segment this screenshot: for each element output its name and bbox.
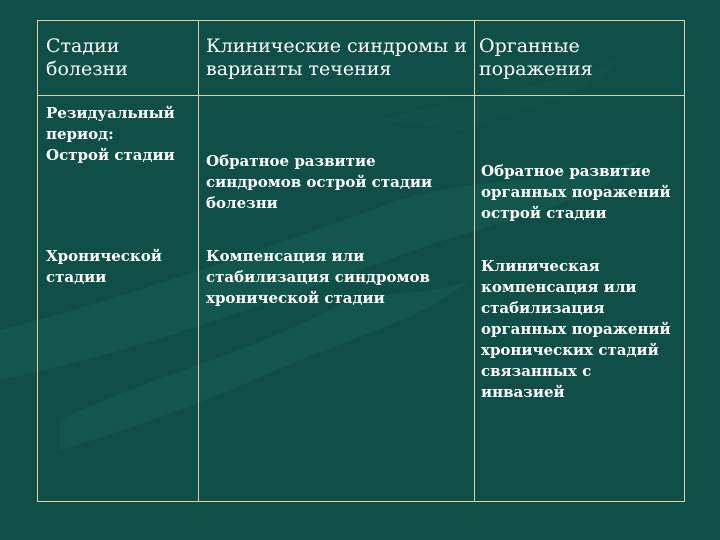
header-syndromes-line-1: Клинические синдромы и [206,35,467,57]
row-1-syndromes [206,151,432,214]
row-2-organs-line: Клиническая [481,257,600,275]
stages-table [37,20,685,502]
row-1-stage [46,103,175,166]
header-organs-line-2: поражения [479,57,593,80]
row-2-syndromes-line: стабилизация синдромов [206,268,430,286]
row-1-syndromes-line: синдромов острой стадии [206,173,433,191]
row-2-syndromes [206,246,430,309]
header-stage [46,35,128,81]
row-2-organs-line: стабилизация [481,299,605,317]
row-2-organs-line: хронических стадий [481,341,659,359]
row-1-syndromes-line: болезни [206,194,278,212]
row-1-organs [481,161,671,224]
row-2-organs-line: связанных с [481,362,592,380]
row-2-organs [481,256,671,403]
row-1-stage-line: период: [46,125,114,143]
row-2-stage [46,246,162,288]
row-2-organs-line: органных поражений [481,320,671,338]
row-2-syndromes-line: Компенсация или [206,247,365,265]
row-2-stage-line: Хронической [46,247,162,265]
header-organs [479,35,593,81]
header-organs-line-1: Органные [479,35,580,57]
row-1-stage-line: Острой стадии [46,146,175,164]
row-1-syndromes-line: Обратное развитие [206,152,376,170]
column-divider-2 [474,21,475,501]
row-2-organs-line: компенсация или [481,278,637,296]
header-divider [38,95,684,96]
row-1-organs-line: Обратное развитие [481,162,651,180]
header-syndromes-line-2: варианты течения [206,57,392,80]
row-2-organs-line: инвазией [481,383,565,401]
header-stage-line-1: Стадии [46,35,120,57]
row-1-stage-line: Резидуальный [46,104,175,122]
column-divider-1 [198,21,199,501]
row-2-stage-line: стадии [46,268,107,286]
row-1-organs-line: острой стадии [481,204,607,222]
header-syndromes [206,35,467,81]
row-2-syndromes-line: хронической стадии [206,289,385,307]
header-stage-line-2: болезни [46,57,128,80]
row-1-organs-line: органных поражений [481,183,671,201]
